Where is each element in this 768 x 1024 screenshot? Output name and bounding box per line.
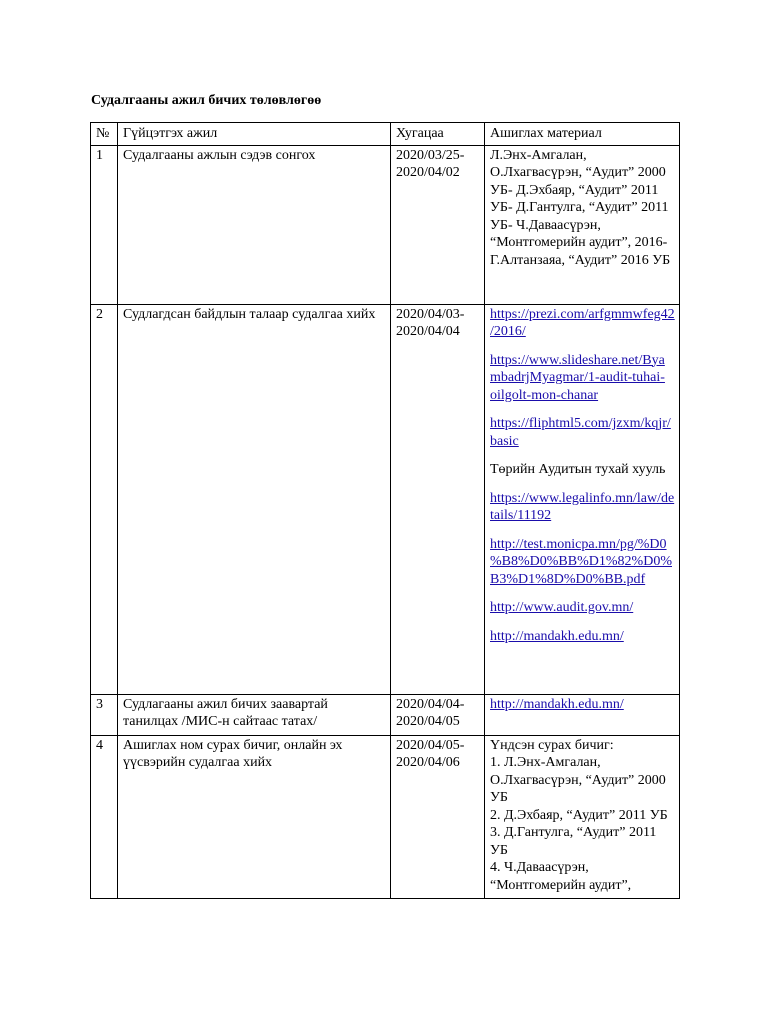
date-end: 2020/04/04 [396, 324, 460, 339]
material-item: 4. Ч.Даваасүрэн, “Монтгомерийн аудит”, [490, 860, 632, 893]
material-link[interactable]: http://mandakh.edu.mn/ [490, 696, 624, 712]
date-end: 2020/04/06 [396, 755, 460, 770]
row-duration [391, 304, 485, 694]
row-duration [391, 145, 485, 304]
row-number: 3 [91, 694, 118, 735]
date-start: 2020/04/05- [396, 737, 465, 753]
table-row [91, 735, 680, 899]
row-duration [391, 735, 485, 899]
date-start: 2020/04/03- [396, 306, 465, 322]
header-duration: Хугацаа [391, 123, 485, 146]
row-task: Судалгааны ажлын сэдэв сонгох [118, 145, 391, 304]
material-note: Төрийн Аудитын тухай хууль [490, 462, 666, 477]
row-number: 1 [91, 145, 118, 304]
row-material [485, 735, 680, 899]
material-link[interactable]: http://mandakh.edu.mn/ [490, 628, 624, 644]
material-link[interactable]: http://test.monicpa.mn/pg/%D0%B8%D0%BB%D1%82%D0%B3%D1%8D%D0%BB.pdf [490, 536, 672, 587]
table-row [91, 694, 680, 735]
table-row [91, 304, 680, 694]
date-start: 2020/04/04- [396, 696, 465, 712]
page-title: Судалгааны ажил бичих төлөвлөгөө [91, 93, 322, 108]
material-item: 2. Д.Эхбаяр, “Аудит” 2011 УБ [490, 807, 668, 823]
table-header-row [91, 123, 680, 146]
header-number: № [91, 123, 118, 146]
material-link[interactable]: https://fliphtml5.com/jzxm/kqjr/basic [490, 416, 671, 449]
row-material [485, 694, 680, 735]
row-task: Ашиглах ном сурах бичиг, онлайн эх үүсвэрийн судалгаа хийх [118, 735, 391, 899]
row-material: Л.Энх-Амгалан, О.Лхагвасүрэн, “Аудит” 2000 УБ- Д.Эхбаяр, “Аудит” 2011 УБ- Д.Гантулга, “Аудит” 2011 УБ- Ч.Даваасүрэн, “Монтгомерийн аудит”, 2016- Г.Алтанзаяа, “Аудит” 2016 УБ [485, 145, 680, 304]
row-duration [391, 694, 485, 735]
table-row [91, 145, 680, 304]
material-link[interactable]: https://www.slideshare.net/ByambadrjMyagmar/1-audit-tuhai-oilgolt-mon-chanar [490, 352, 665, 403]
material-heading: Үндсэн сурах бичиг: [490, 737, 614, 753]
date-start: 2020/03/25- [396, 147, 465, 163]
material-item: 3. Д.Гантулга, “Аудит” 2011 УБ [490, 825, 657, 858]
material-link[interactable]: https://www.legalinfo.mn/law/details/11192 [490, 490, 675, 523]
header-material: Ашиглах материал [485, 123, 680, 146]
row-task: Судлагааны ажил бичих заавартай танилцах /МИС-н сайтаас татах/ [118, 694, 391, 735]
row-task: Судлагдсан байдлын талаар судалгаа хийх [118, 304, 391, 694]
material-link[interactable]: https://prezi.com/arfgmmwfeg42/2016/ [490, 306, 675, 339]
material-link[interactable]: http://www.audit.gov.mn/ [490, 600, 634, 615]
header-task: Гүйцэтгэх ажил [118, 123, 391, 146]
row-number: 2 [91, 304, 118, 694]
date-end: 2020/04/05 [396, 714, 460, 729]
date-end: 2020/04/02 [396, 165, 460, 180]
material-item: 1. Л.Энх-Амгалан, О.Лхагвасүрэн, “Аудит” 2000 УБ [490, 755, 666, 805]
row-number: 4 [91, 735, 118, 899]
plan-table [90, 122, 680, 899]
row-material [485, 304, 680, 694]
